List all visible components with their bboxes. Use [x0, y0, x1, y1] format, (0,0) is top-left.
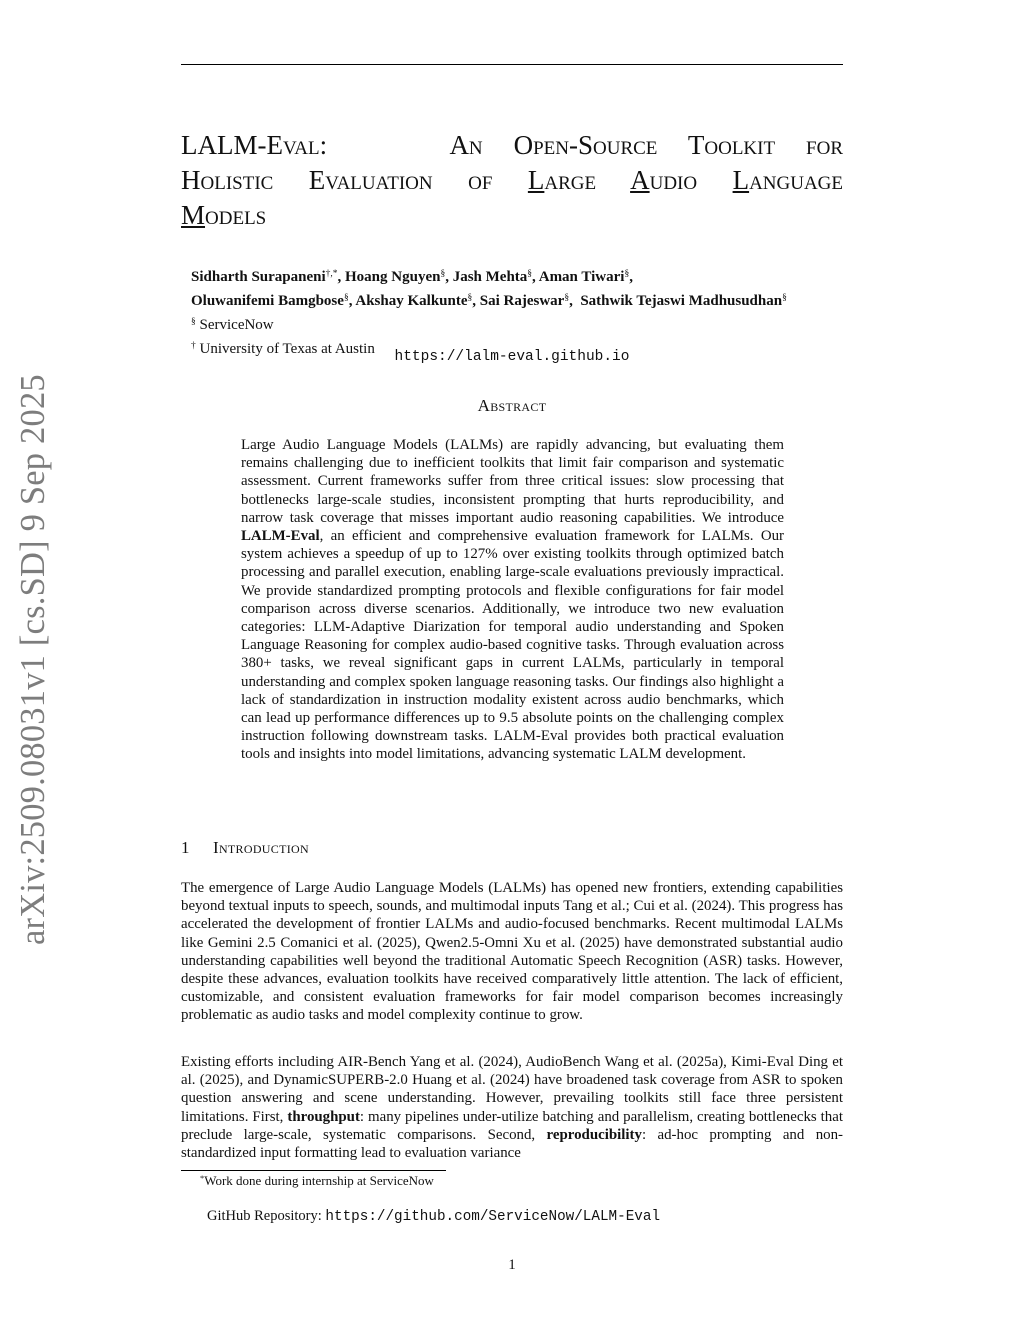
author-separator: , [569, 293, 581, 309]
affiliation-mark: † [191, 341, 196, 351]
title-part: anguage [749, 165, 844, 195]
author-name: Hoang Nguyen [345, 269, 441, 285]
title-underlined-letter: L [732, 165, 750, 195]
author-mark: § [782, 293, 787, 303]
title-part: An Open-Source Toolkit for [449, 130, 843, 160]
author-name: Aman Tiwari [538, 269, 625, 285]
author-separator: , [337, 269, 346, 285]
section-number: 1 [181, 838, 190, 857]
title-part: udio [649, 165, 733, 195]
title-part: arge [544, 165, 631, 195]
title-part: Holistic Evaluation of [181, 165, 528, 195]
paragraph-text: : ad-hoc prompting and non-standardized input formatting lead to evaluation variance [181, 1126, 843, 1162]
author-name: Oluwanifemi Bamgbose [191, 293, 344, 309]
author-name: Sidharth Surapaneni [191, 269, 326, 285]
arxiv-identifier-stamp[interactable]: arXiv:2509.08031v1 [cs.SD] 9 Sep 2025 [14, 374, 52, 945]
footnote-text: Work done during internship at ServiceNow [204, 1173, 434, 1188]
author-name: Jash Mehta [452, 269, 528, 285]
project-url-link[interactable]: https://lalm-eval.github.io [394, 349, 630, 365]
abstract-bold-term: LALM-Eval [241, 528, 320, 545]
affiliation-mark: § [191, 317, 196, 327]
github-repository-note [207, 1208, 660, 1225]
title-line-3 [181, 198, 843, 233]
title-part: odels [205, 200, 267, 230]
author-mark: § [343, 293, 349, 303]
title-line-2 [181, 163, 843, 198]
author-mark: § [527, 269, 533, 279]
author-mark: § [564, 293, 570, 303]
abstract-text: Large Audio Language Models (LALMs) are rapidly advancing, but evaluating them remains challenging due to inefficient toolkits that limit fair comparison and systematic assessment. Current frameworks suffer from three critical issues: slow processing that bottlenecks large-scale studies, inconsistent prompting that hurts reproducibility, and narrow task coverage that misses important audio reasoning capabilities. We introduce [241, 437, 784, 526]
title-line-1 [181, 128, 843, 163]
author-separator: , [532, 269, 539, 285]
affiliation-name: University of Texas at Austin [199, 341, 375, 357]
author-name: Sai Rajeswar [479, 293, 565, 309]
title-underlined-letter: A [630, 165, 650, 195]
intro-paragraph-2 [181, 1053, 843, 1162]
author-mark: § [440, 269, 446, 279]
author-separator: , [348, 293, 356, 309]
author-name: Sathwik Tejaswi Madhusudhan [580, 293, 783, 309]
author-mark: § [624, 269, 630, 279]
title-part: LALM-Eval: [181, 130, 328, 160]
author-separator: , [445, 269, 453, 285]
footnote-rule [181, 1170, 446, 1171]
paragraph-text: Existing efforts including AIR-Bench Yang et al. (2024), AudioBench Wang et al. (2025a), Kimi-Eval Ding et al. (2025), and DynamicSUPERB-2.0 Huang et al. (2024) have broadened task coverage from ASR to spoken question answering and scene understanding. However, prevailing toolkits still face three persistent limitations. First, [181, 1054, 843, 1125]
page-number: 1 [508, 1257, 516, 1273]
title-underlined-letter: L [527, 165, 545, 195]
abstract-text: , an efficient and comprehensive evaluation framework for LALMs. Our system achieves a speedup of up to 127% over existing toolkits through optimized batch processing and parallel execution, enabling large-scale evaluations previously impractical. We provide standardized prompting protocols and flexible configurations for fair model comparison across diverse scenarios. Additionally, we introduce two new evaluation categories: LLM-Adaptive Diarization for temporal audio understanding and Spoken Language Reasoning for complex audio-based cognitive tasks. Through evaluation across 380+ tasks, we reveal significant gaps in current LALMs, particularly in temporal understanding and complex spoken language reasoning tasks. Our findings also highlight a lack of standardization in instruction modality existent across audio benchmarks, which can lead up performance differences up to 9.5 absolute points on the challenging complex instruction following downstream tasks. LALM-Eval provides both practical evaluation tools and insights into model limitations, advancing systematic LALM development. [241, 528, 784, 763]
intro-paragraph-1: The emergence of Large Audio Language Models (LALMs) has opened new frontiers, extending capabilities beyond textual inputs to speech, sounds, and multimodal inputs Tang et al.; Cui et al. (2024). This progress has accelerated the development of frontier LALMs and audio-focused benchmarks. Recent multimodal LALMs like Gemini 2.5 Comanici et al. (2025), Qwen2.5-Omni Xu et al. (2025) have demonstrated substantial audio understanding capabilities well beyond the traditional Automatic Speech Recognition (ASR) tasks. However, despite these advances, evaluation toolkits have received comparatively little attention. The lack of efficient, customizable, and consistent evaluation frameworks for fair model comparison becomes increasingly problematic as audio tasks and model complexity continue to grow. [181, 880, 843, 1024]
affiliation-servicenow [191, 312, 881, 336]
affiliation-name: ServiceNow [199, 317, 274, 333]
paragraph-bold-term: throughput [287, 1108, 360, 1125]
author-separator: , [629, 269, 633, 285]
section-heading-introduction [181, 838, 309, 858]
footnote [200, 1173, 434, 1189]
author-mark: § [467, 293, 473, 303]
abstract-body [241, 436, 784, 764]
paragraph-text: : many pipelines under-utilize batching and parallelism, creating bottlenecks that preclude large-scale, systematic comparisons. Second, [181, 1108, 843, 1143]
author-name: Akshay Kalkunte [355, 293, 468, 309]
abstract-heading: Abstract [477, 396, 547, 415]
footnote-mark: * [200, 1173, 205, 1183]
author-separator: , [472, 293, 480, 309]
top-rule [181, 64, 843, 65]
author-mark: †,* [325, 269, 338, 279]
paragraph-bold-term: reproducibility [546, 1126, 642, 1143]
github-label: GitHub Repository: [207, 1208, 326, 1224]
author-block [191, 264, 881, 360]
author-row-1 [191, 264, 881, 288]
github-url-link[interactable]: https://github.com/ServiceNow/LALM-Eval [325, 1209, 661, 1225]
section-title: Introduction [213, 838, 309, 857]
title-underlined-letter: M [181, 200, 206, 230]
paper-title [181, 128, 843, 233]
author-row-2 [191, 288, 881, 312]
